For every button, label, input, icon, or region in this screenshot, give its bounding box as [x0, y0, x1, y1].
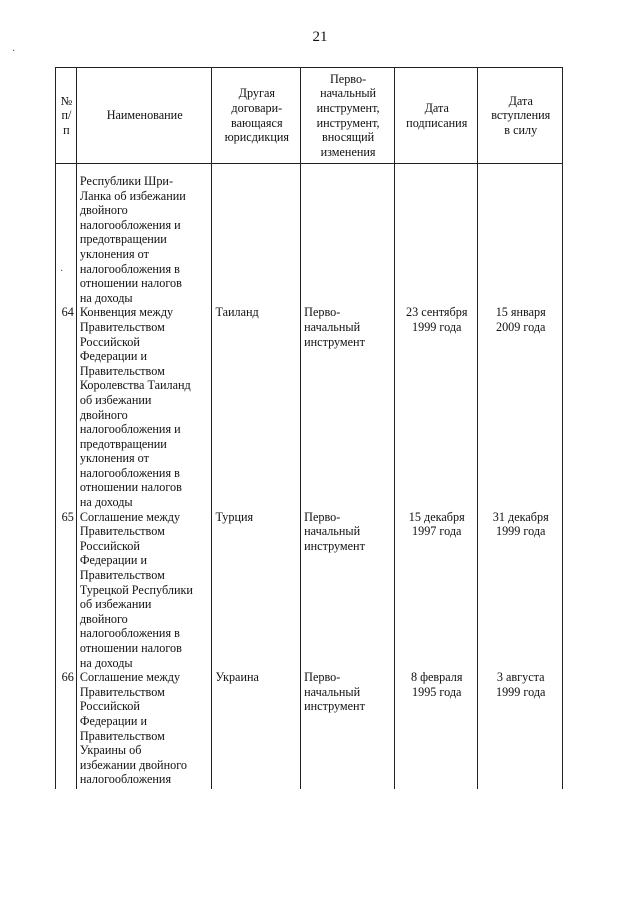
- table-row: [56, 510, 563, 671]
- page-number: 21: [312, 29, 328, 45]
- table-row: [56, 670, 563, 789]
- col-header-effective: Дата вступления в силу: [478, 68, 563, 164]
- cell-effective: 15 января 2009 года: [478, 305, 563, 509]
- cell-jurisdiction: Украина: [212, 670, 301, 789]
- cell-name: Конвенция между Правительством Российской Федерации и Правительством Королевства Таиланд об избежании двойного налогообложения и предотвращении уклонения от налогообложения в отношении налогов на доходы: [76, 305, 212, 509]
- col-header-jurisdiction: Другая договари- вающаяся юрисдикция: [212, 68, 301, 164]
- cell-effective: 31 декабря 1999 года: [478, 510, 563, 671]
- col-header-signed: Дата подписания: [395, 68, 478, 164]
- col-header-instrument: Перво- начальный инструмент, инструмент, вносящий изменения: [301, 68, 395, 164]
- col-header-name: Наименование: [76, 68, 212, 164]
- cell-jurisdiction: [212, 164, 301, 306]
- cell-signed: [395, 164, 478, 306]
- scan-speck: ·: [12, 46, 16, 57]
- table-header-row: [56, 68, 563, 164]
- cell-instrument: Перво- начальный инструмент: [301, 510, 395, 671]
- cell-instrument: Перво- начальный инструмент: [301, 670, 395, 789]
- cell-signed: 15 декабря 1997 года: [395, 510, 478, 671]
- cell-jurisdiction: Таиланд: [212, 305, 301, 509]
- table-row: [56, 305, 563, 509]
- cell-instrument: [301, 164, 395, 306]
- cell-instrument: Перво- начальный инструмент: [301, 305, 395, 509]
- cell-num: 65: [56, 510, 77, 671]
- cell-effective: 3 августа 1999 года: [478, 670, 563, 789]
- scan-speck: ·: [60, 266, 64, 277]
- cell-name: Соглашение между Правительством Российской Федерации и Правительством Турецкой Республики об избежании двойного налогообложения в отношении налогов на доходы: [76, 510, 212, 671]
- cell-name: Республики Шри- Ланка об избежании двойного налогообложения и предотвращении уклонения от налогообложения в отношении налогов на доходы: [76, 164, 212, 306]
- cell-effective: [478, 164, 563, 306]
- table-row: [56, 164, 563, 306]
- cell-num: 66: [56, 670, 77, 789]
- col-header-num: № п/п: [56, 68, 77, 164]
- cell-jurisdiction: Турция: [212, 510, 301, 671]
- cell-num: [56, 164, 77, 306]
- cell-signed: 8 февраля 1995 года: [395, 670, 478, 789]
- cell-num: 64: [56, 305, 77, 509]
- treaty-table: [55, 67, 563, 789]
- cell-signed: 23 сентября 1999 года: [395, 305, 478, 509]
- cell-name: Соглашение между Правительством Российской Федерации и Правительством Украины об избежании двойного налогообложения: [76, 670, 212, 789]
